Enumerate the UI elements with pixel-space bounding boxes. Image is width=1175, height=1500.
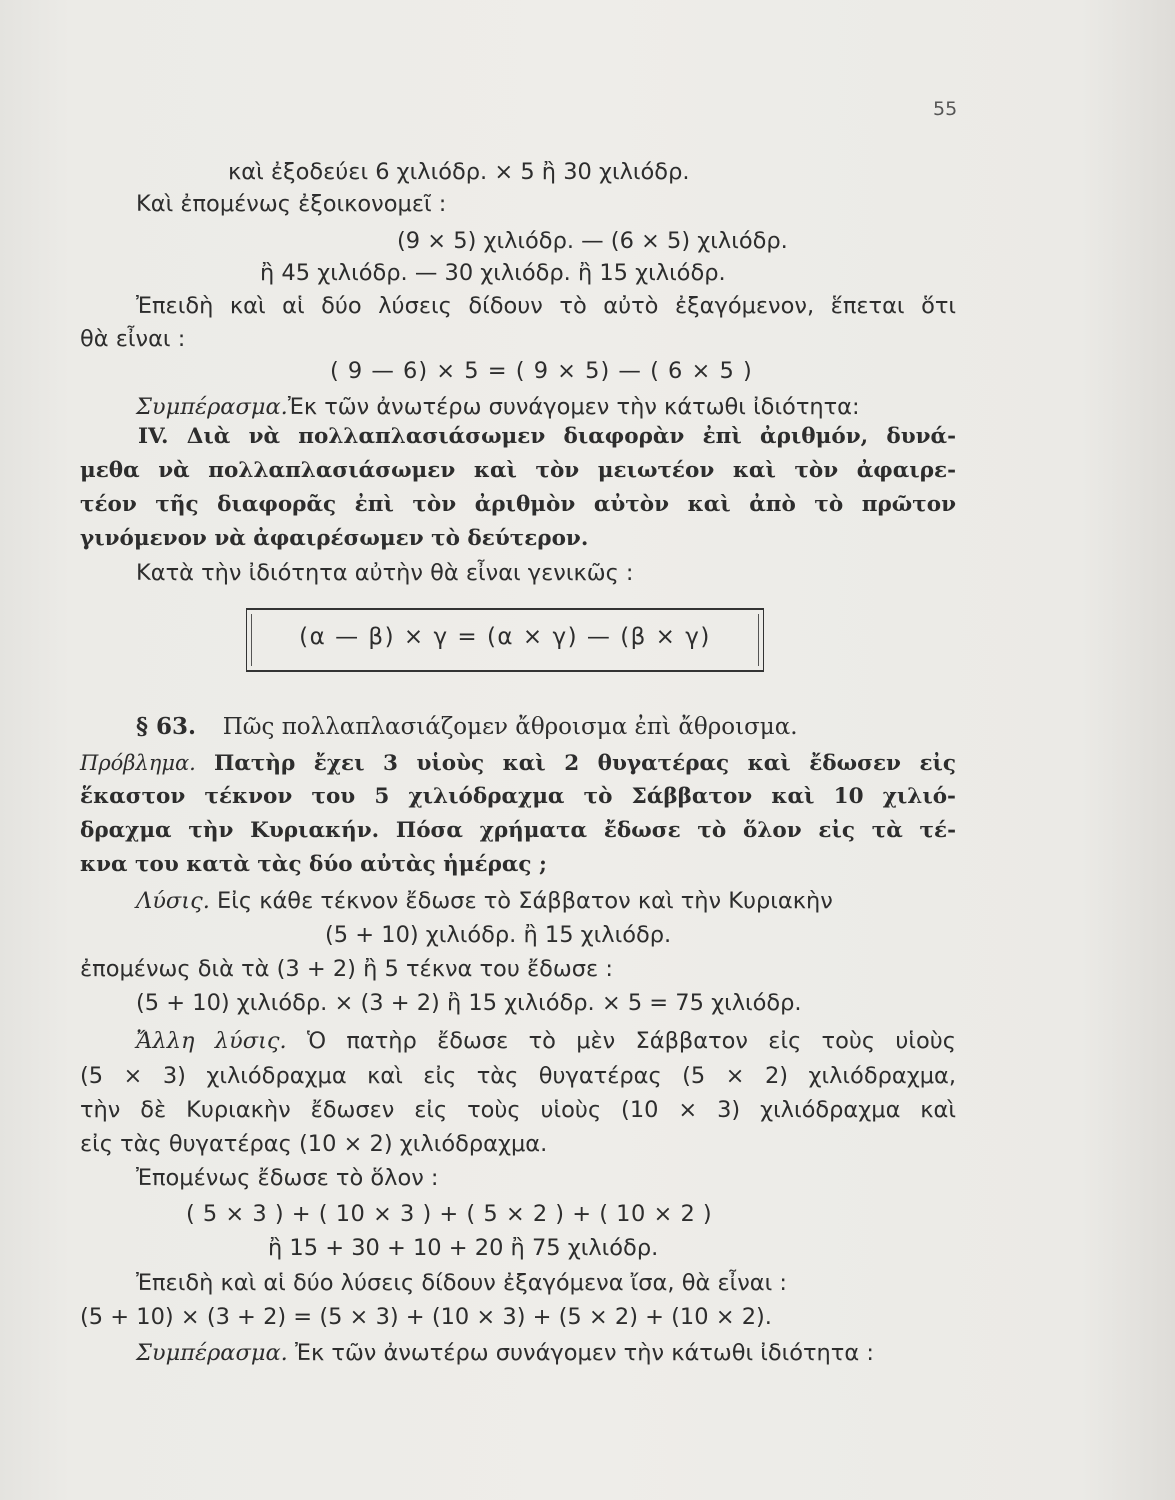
problem-line: ἕκαστον τέκνον του 5 χιλιόδραχμα τὸ Σάββατον καὶ 10 χιλιό-	[80, 784, 956, 809]
text-line: θὰ εἶναι :	[80, 326, 186, 352]
conclusion-line	[136, 392, 860, 422]
rule-line: μεθα νὰ πολλαπλασιάσωμεν καὶ τὸν μειωτέον καὶ τὸν ἀφαιρε-	[80, 458, 956, 483]
text-line: εἰς τὰς θυγατέρας (10 × 2) χιλιόδραχμα.	[80, 1131, 548, 1157]
page-number: 55	[933, 98, 958, 120]
solution-line	[136, 886, 833, 916]
problem-line	[80, 748, 956, 779]
formula-text: (α — β) × γ = (α × γ) — (β × γ)	[299, 624, 711, 650]
formula-line: (5 + 10) χιλιόδρ. × (3 + 2) ἢ 15 χιλιόδρ. × 5 = 75 χιλιόδρ.	[136, 990, 802, 1016]
problem-text: Πατὴρ ἔχει 3 υἱοὺς καὶ 2 θυγατέρας καὶ ἔδωσεν εἰς	[214, 751, 957, 776]
rule-line: γινόμενον νὰ ἀφαιρέσωμεν τὸ δεύτερον.	[80, 526, 589, 551]
alt-solution-line	[136, 1026, 956, 1056]
solution-text: Εἰς κάθε τέκνον ἔδωσε τὸ Σάββατον καὶ τὴν Κυριακὴν	[217, 888, 833, 914]
boxed-formula	[246, 608, 764, 672]
formula-line: ἢ 15 + 30 + 10 + 20 ἢ 75 χιλιόδρ.	[268, 1235, 659, 1261]
formula-line: (5 + 10) χιλιόδρ. ἢ 15 χιλιόδρ.	[325, 922, 672, 948]
solution-label: Λύσις.	[136, 888, 210, 914]
text-line: Κατὰ τὴν ἰδιότητα αὐτὴν θὰ εἶναι γενικῶς :	[136, 560, 634, 586]
formula-line: ( 9 — 6) × 5 = ( 9 × 5) — ( 6 × 5 )	[330, 358, 753, 384]
rule-line: τέον τῆς διαφορᾶς ἐπὶ τὸν ἀριθμὸν αὐτὸν καὶ ἀπὸ τὸ πρῶτον	[80, 492, 956, 517]
conclusion-text: Ἐκ τῶν ἀνωτέρω συνάγομεν τὴν κάτωθι ἰδιότητα:	[287, 394, 860, 420]
formula-line: ἢ 45 χιλιόδρ. — 30 χιλιόδρ. ἢ 15 χιλιόδρ.	[260, 260, 726, 286]
section-title: Πῶς πολλαπλασιάζομεν ἄθροισμα ἐπὶ ἄθροισμα.	[222, 714, 798, 740]
conclusion-label: Συμπέρασμα.	[136, 1340, 288, 1366]
text-line: Ἐπειδὴ καὶ αἱ δύο λύσεις δίδουν ἐξαγόμενα ἴσα, θὰ εἶναι :	[136, 1270, 787, 1296]
problem-line: δραχμα τὴν Κυριακήν. Πόσα χρήματα ἔδωσε τὸ ὅλον εἰς τὰ τέ-	[80, 818, 956, 843]
conclusion-label: Συμπέρασμα.	[136, 394, 288, 420]
formula-line: ( 5 × 3 ) + ( 10 × 3 ) + ( 5 × 2 ) + ( 10 × 2 )	[186, 1201, 713, 1227]
formula-line: (9 × 5) χιλιόδρ. — (6 × 5) χιλιόδρ.	[397, 228, 788, 254]
text-line: ἐπομένως διὰ τὰ (3 + 2) ἢ 5 τέκνα του ἔδωσε :	[80, 956, 613, 982]
conclusion-text: Ἐκ τῶν ἀνωτέρω συνάγομεν τὴν κάτωθι ἰδιότητα :	[294, 1340, 874, 1366]
section-number: § 63.	[136, 713, 197, 740]
alt-solution-text: Ὁ πατὴρ ἔδωσε τὸ μὲν Σάββατον εἰς τοὺς υἱοὺς	[306, 1028, 957, 1054]
text-line: καὶ ἐξοδεύει 6 χιλιόδρ. × 5 ἢ 30 χιλιόδρ.	[228, 159, 690, 185]
problem-line: κνα του κατὰ τὰς δύο αὐτὰς ἡμέρας ;	[80, 852, 547, 877]
section-heading	[136, 712, 798, 742]
text-line: Ἐπειδὴ καὶ αἱ δύο λύσεις δίδουν τὸ αὐτὸ ἐξαγόμενον, ἕπεται ὅτι	[136, 293, 956, 319]
conclusion-line	[136, 1338, 874, 1368]
alt-solution-label: Ἄλλη λύσις.	[136, 1028, 287, 1054]
text-line: (5 × 3) χιλιόδραχμα καὶ εἰς τὰς θυγατέρας (5 × 2) χιλιόδραχμα,	[80, 1063, 956, 1089]
text-line: Καὶ ἐπομένως ἐξοικονομεῖ :	[136, 191, 447, 217]
problem-label: Πρόβλημα.	[80, 751, 196, 775]
rule-line: IV. Διὰ νὰ πολλαπλασιάσωμεν διαφορὰν ἐπὶ ἀριθμόν, δυνά-	[138, 424, 956, 449]
text-line: τὴν δὲ Κυριακὴν ἔδωσεν εἰς τοὺς υἱοὺς (10 × 3) χιλιόδραχμα καὶ	[80, 1097, 956, 1123]
text-line: Ἐπομένως ἔδωσε τὸ ὅλον :	[136, 1165, 439, 1191]
formula-line: (5 + 10) × (3 + 2) = (5 × 3) + (10 × 3) + (5 × 2) + (10 × 2).	[80, 1304, 772, 1330]
